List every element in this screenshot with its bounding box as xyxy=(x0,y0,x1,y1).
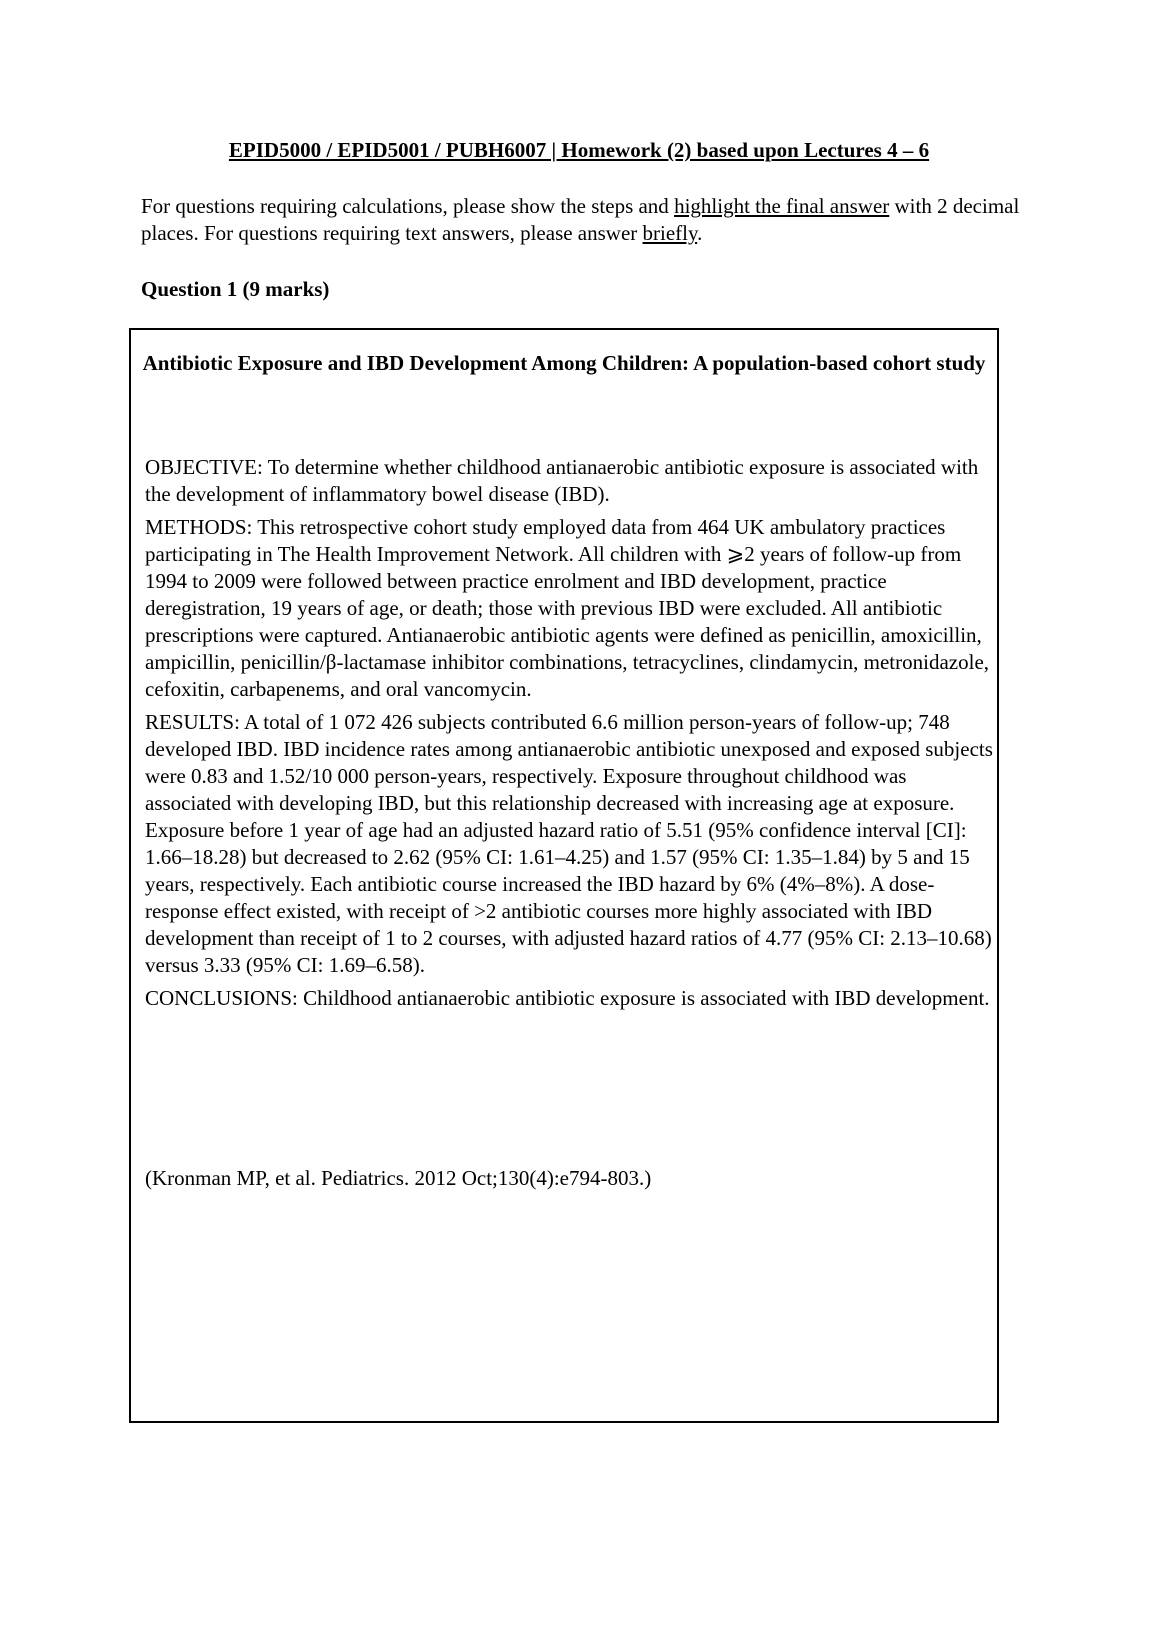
abstract-methods: METHODS: This retrospective cohort study employed data from 464 UK ambulatory practices participating in The Health Improvement Network. All children with ⩾2 years of follow-up from 1994 to 2009 were followed between practice enrolment and IBD development, practice deregistration, 19 years of age, or death; those with previous IBD were excluded. All antibiotic prescriptions were captured. Antianaerobic antibiotic agents were defined as penicillin, amoxicillin, ampicillin, penicillin/β-lactamase inhibitor combinations, tetracyclines, clindamycin, metronidazole, cefoxitin, carbapenems, and oral vancomycin. xyxy=(145,515,990,701)
abstract-citation: (Kronman MP, et al. Pediatrics. 2012 Oct;130(4):e794-803.) xyxy=(145,1166,652,1190)
abstract-body xyxy=(145,454,995,1018)
abstract-conclusions: CONCLUSIONS: Childhood antianaerobic antibiotic exposure is associated with IBD development. xyxy=(145,986,990,1010)
instructions-briefly-word: briefly xyxy=(642,221,698,245)
question-heading: Question 1 (9 marks) xyxy=(141,277,330,301)
page-title: EPID5000 / EPID5001 / PUBH6007 | Homework (2) based upon Lectures 4 – 6 xyxy=(228,138,930,162)
instructions-highlight-phrase: highlight the final answer xyxy=(674,194,890,218)
abstract-title: Antibiotic Exposure and IBD Development Among Children: A population-based cohort study xyxy=(142,351,986,375)
instructions-text-2: with 2 decimal places. For questions requiring text answers, please answer xyxy=(141,194,1020,245)
abstract-objective: OBJECTIVE: To determine whether childhood antianaerobic antibiotic exposure is associated with the development of inflammatory bowel disease (IBD). xyxy=(145,455,979,506)
instructions xyxy=(141,193,1021,247)
abstract-box xyxy=(129,328,999,1423)
instructions-text-3: . xyxy=(697,221,703,245)
instructions-text-1: For questions requiring calculations, please show the steps and xyxy=(141,194,675,218)
abstract-results: RESULTS: A total of 1 072 426 subjects contributed 6.6 million person-years of follow-up; 748 developed IBD. IBD incidence rates among antianaerobic antibiotic unexposed and exposed subjects were 0.83 and 1.52/10 000 person-years, respectively. Exposure throughout childhood was associated with developing IBD, but this relationship decreased with increasing age at exposure. Exposure before 1 year of age had an adjusted hazard ratio of 5.51 (95% confidence interval [CI]: 1.66–18.28) but decreased to 2.62 (95% CI: 1.61–4.25) and 1.57 (95% CI: 1.35–1.84) by 5 and 15 years, respectively. Each antibiotic course increased the IBD hazard by 6% (4%–8%). A dose-response effect existed, with receipt of >2 antibiotic courses more highly associated with IBD development than receipt of 1 to 2 courses, with adjusted hazard ratios of 4.77 (95% CI: 2.13–10.68) versus 3.33 (95% CI: 1.69–6.58). xyxy=(145,710,993,977)
